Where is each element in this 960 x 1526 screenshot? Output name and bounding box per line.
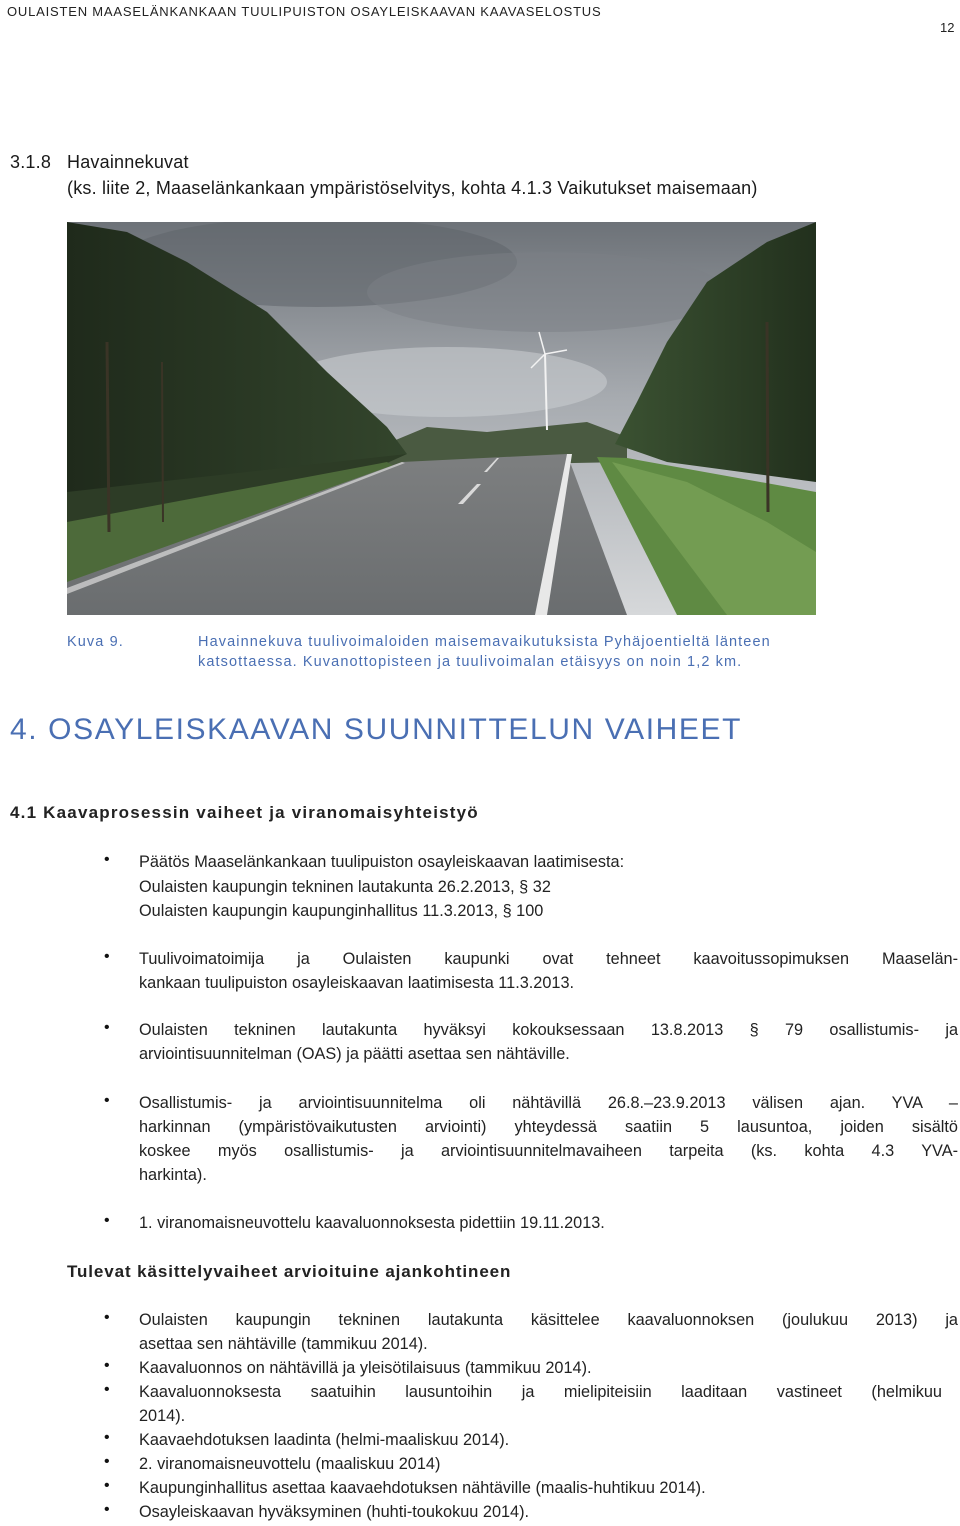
list-item-line: Kaavaluonnos on nähtävillä ja yleisötilaisuus (tammikuu 2014).	[139, 1359, 592, 1377]
section-3-1-8-number: 3.1.8	[10, 152, 52, 172]
section-4-1-heading: 4.1 Kaavaprosessin vaiheet ja viranomaisyhteistyö	[10, 803, 479, 822]
figure-caption-label: Kuva 9.	[67, 634, 124, 650]
figure-caption-line: katsottaessa. Kuvanottopisteen ja tuulivoimalan etäisyys on noin 1,2 km.	[198, 654, 743, 670]
list-item-line: harkinta).	[139, 1166, 207, 1184]
list-item-line: harkinnan (ympäristövaikutusten arviointi) yhteydessä saatiin 5 lausuntoa, joiden sisältö	[139, 1118, 958, 1136]
list-item-line: Tuulivoimatoimija ja Oulaisten kaupunki ovat tehneet kaavoitussopimuksen Maaselän-	[139, 950, 958, 968]
list-item-line: 2. viranomaisneuvottelu (maaliskuu 2014)	[139, 1455, 441, 1473]
list-item-line: 1. viranomaisneuvottelu kaavaluonnoksesta pidettiin 19.11.2013.	[139, 1214, 605, 1232]
bullet-icon: •	[104, 948, 110, 965]
future-steps-heading: Tulevat käsittelyvaiheet arvioituine ajankohtineen	[67, 1262, 512, 1281]
section-3-1-8-reference: (ks. liite 2, Maaselänkankaan ympäristöselvitys, kohta 4.1.3 Vaikutukset maisemaan)	[67, 178, 758, 198]
list-item-line: Kaavaehdotuksen laadinta (helmi-maaliskuu 2014).	[139, 1431, 510, 1449]
list-item-line: Oulaisten kaupungin tekninen lautakunta 26.2.2013, § 32	[139, 878, 551, 896]
list-item-line: Osayleiskaavan hyväksyminen (huhti-toukokuu 2014).	[139, 1503, 530, 1521]
section-3-1-8-title: Havainnekuvat	[67, 152, 189, 172]
chapter-4-heading: 4. OSAYLEISKAAVAN SUUNNITTELUN VAIHEET	[10, 713, 743, 746]
list-item-line: Päätös Maaselänkankaan tuulipuiston osayleiskaavan laatimisesta:	[139, 853, 625, 871]
bullet-icon: •	[104, 1092, 110, 1109]
list-item-line: asettaa sen nähtäville (tammikuu 2014).	[139, 1335, 428, 1353]
figure-caption-line: Havainnekuva tuulivoimaloiden maisemavaikutuksista Pyhäjoentieltä länteen	[198, 634, 771, 650]
list-item-line: 2014).	[139, 1407, 186, 1425]
list-item-line: koskee myös osallistumis- ja arviointisuunnitelmavaiheen tarpeita (ks. kohta 4.3 YVA-	[139, 1142, 958, 1160]
page-number: 12	[940, 20, 955, 35]
list-item-line: arviointisuunnitelman (OAS) ja päätti asettaa sen nähtäville.	[139, 1045, 570, 1063]
bullet-icon: •	[104, 1309, 110, 1326]
bullet-icon: •	[104, 851, 110, 868]
bullet-icon: •	[104, 1357, 110, 1374]
bullet-icon: •	[104, 1477, 110, 1494]
bullet-icon: •	[104, 1019, 110, 1036]
list-item-line: Kaavaluonnoksesta saatuihin lausuntoihin ja mielipiteisiin laaditaan vastineet (helmikuu	[139, 1383, 942, 1401]
bullet-icon: •	[104, 1429, 110, 1446]
road-forest-wind-turbine-photo	[67, 222, 816, 615]
bullet-icon: •	[104, 1501, 110, 1518]
list-item-line: Kaupunginhallitus asettaa kaavaehdotuksen nähtäville (maalis-huhtikuu 2014).	[139, 1479, 706, 1497]
list-item-line: Osallistumis- ja arviointisuunnitelma oli nähtävillä 26.8.–23.9.2013 välisen ajan. YVA –	[139, 1094, 958, 1112]
running-header: OULAISTEN MAASELÄNKANKAAN TUULIPUISTON OSAYLEISKAAVAN KAAVASELOSTUS	[7, 4, 602, 19]
bullet-icon: •	[104, 1212, 110, 1229]
list-item-line: kankaan tuulipuiston osayleiskaavan laatimisesta 11.3.2013.	[139, 974, 575, 992]
bullet-icon: •	[104, 1381, 110, 1398]
list-item-line: Oulaisten kaupungin tekninen lautakunta käsittelee kaavaluonnoksen (joulukuu 2013) ja	[139, 1311, 958, 1329]
bullet-icon: •	[104, 1453, 110, 1470]
list-item-line: Oulaisten kaupungin kaupunginhallitus 11.3.2013, § 100	[139, 902, 544, 920]
list-item-line: Oulaisten tekninen lautakunta hyväksyi kokouksessaan 13.8.2013 § 79 osallistumis- ja	[139, 1021, 958, 1039]
